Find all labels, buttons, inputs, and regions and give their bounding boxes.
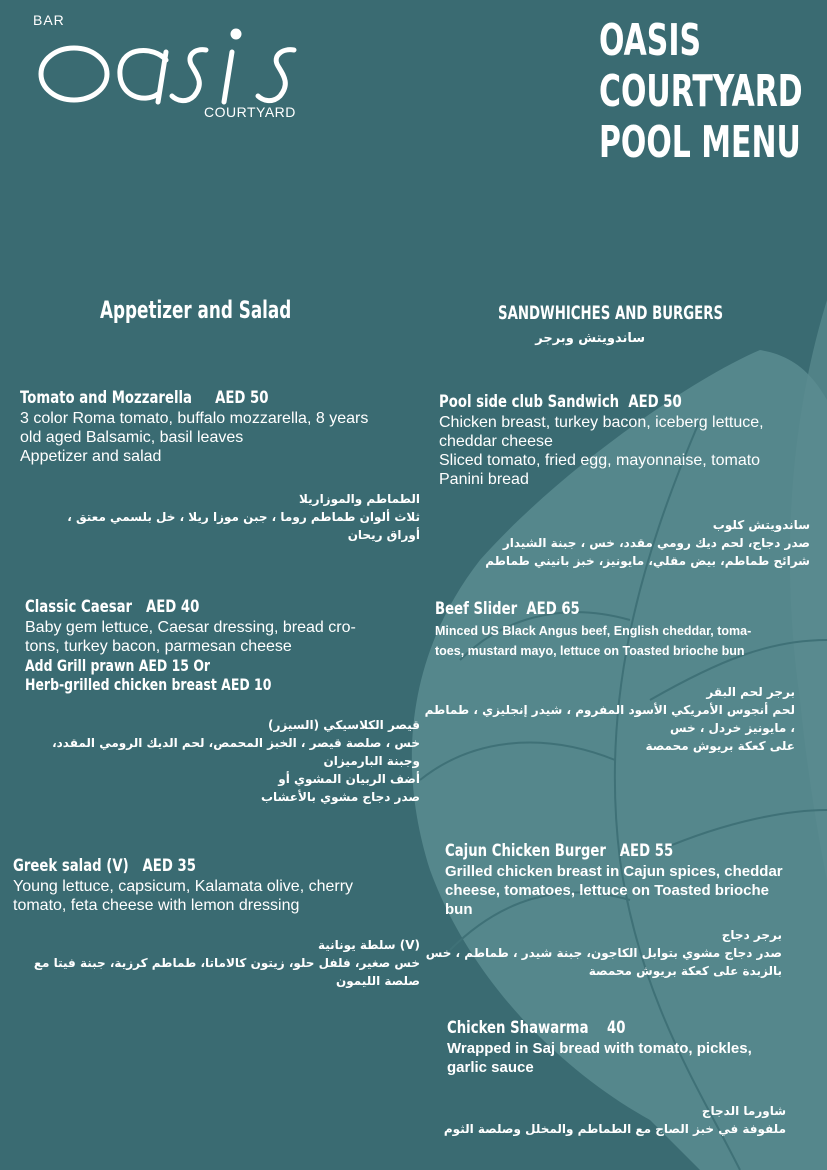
- item-arabic-greek-salad: [34, 936, 420, 990]
- logo-courtyard-text: COURTYARD: [204, 104, 296, 120]
- item-title: [445, 841, 708, 861]
- item-title: [435, 599, 682, 619]
- item-title: [447, 1018, 685, 1038]
- item-title: [13, 856, 278, 876]
- arabic-line: وجبنة البارميزان: [323, 754, 420, 768]
- desc-line: tons, turkey bacon, parmesan cheese: [25, 638, 292, 655]
- arabic-line: ملفوفة في خبز الصاج مع الطماطم والمخلل وصلصة الثوم: [443, 1122, 786, 1136]
- item-title: [439, 392, 692, 412]
- appetizer-heading: Appetizer and Salad: [100, 296, 292, 324]
- item-price: AED 35: [142, 856, 196, 876]
- item-arabic-tomato-mozzarella: [67, 490, 420, 544]
- item-price: AED 40: [145, 597, 200, 617]
- desc-line: 3 color Roma tomato, buffalo mozzarella, 8 years: [20, 410, 369, 427]
- oasis-logo: [34, 18, 304, 110]
- desc-line: cheddar cheese: [439, 433, 553, 450]
- item-description: [447, 1039, 752, 1077]
- item-name: Classic Caesar: [25, 597, 133, 617]
- arabic-line: لحم أنجوس الأمريكي الأسود المفروم ، شيدر إنجليزي ، طماطم: [424, 703, 795, 717]
- desc-line: Wrapped in Saj bread with tomato, pickles,: [447, 1040, 752, 1057]
- item-title: [20, 388, 292, 408]
- arabic-line: ساندويتش كلوب: [712, 518, 810, 532]
- title-line: COURTYARD: [599, 66, 803, 117]
- title-line: POOL MENU: [599, 117, 801, 168]
- item-description: [25, 618, 356, 656]
- arabic-line: الطماطم والموزاريلا: [299, 492, 420, 506]
- desc-line: tomato, feta cheese with lemon dressing: [13, 897, 300, 914]
- arabic-line: ، مايونيز خردل ، خس: [670, 721, 795, 735]
- item-description: [13, 877, 353, 915]
- menu-item-tomato-mozzarella: [20, 388, 368, 466]
- item-price: AED 55: [619, 841, 674, 861]
- desc-line: toes, mustard mayo, lettuce on Toasted brioche bun: [435, 644, 745, 658]
- sandwiches-heading: SANDWHICHES AND BURGERS: [498, 302, 724, 324]
- item-price: AED 50: [215, 388, 269, 408]
- menu-title: [599, 15, 827, 168]
- item-description: [435, 621, 751, 661]
- arabic-line: برجر دجاج: [721, 928, 782, 942]
- item-description: [445, 862, 783, 919]
- arabic-line: صلصة الليمون: [336, 974, 420, 988]
- arabic-line: (V) سلطة يونانية: [317, 938, 420, 952]
- desc-line: Chicken breast, turkey bacon, iceberg lettuce,: [439, 414, 764, 431]
- item-arabic-classic-caesar: [52, 716, 420, 806]
- item-name: Pool side club Sandwich: [439, 392, 620, 412]
- desc-line: old aged Balsamic, basil leaves: [20, 429, 244, 446]
- item-name: Greek salad (V): [13, 856, 129, 876]
- arabic-line: صدر دجاج، لحم ديك رومي مقدد، خس ، جبنة الشيدار: [502, 536, 810, 550]
- desc-line: garlic sauce: [447, 1059, 534, 1076]
- desc-line: cheese, tomatoes, lettuce on Toasted brioche: [445, 882, 769, 899]
- arabic-line: أضف الربيان المشوي أو: [278, 772, 420, 786]
- menu-item-cajun-burger: [445, 841, 783, 919]
- item-arabic-beef-slider: [425, 683, 795, 755]
- item-name: Cajun Chicken Burger: [445, 841, 606, 861]
- arabic-line: صدر دجاج مشوي بتوابل الكاجون، جبنة شيدر ، طماطم ، خس: [425, 946, 782, 960]
- item-description: [439, 413, 764, 489]
- item-arabic-club-sandwich: [485, 516, 810, 570]
- title-line: OASIS: [599, 15, 702, 66]
- arabic-line: صدر دجاج مشوي بالأعشاب: [260, 790, 420, 804]
- arabic-line: برجر لحم البقر: [706, 685, 795, 699]
- desc-line: Sliced tomato, fried egg, mayonnaise, tomato: [439, 452, 761, 469]
- desc-line: Minced US Black Angus beef, English cheddar, toma-: [435, 624, 752, 638]
- menu-item-beef-slider: [435, 599, 751, 661]
- item-name: Tomato and Mozzarella: [20, 388, 192, 408]
- item-price: AED 65: [526, 599, 580, 619]
- desc-line: Young lettuce, capsicum, Kalamata olive, cherry: [13, 878, 354, 895]
- menu-item-club-sandwich: [439, 392, 764, 489]
- arabic-line: أوراق ريحان: [347, 528, 420, 542]
- item-name: Beef Slider: [435, 599, 518, 619]
- desc-line: Appetizer and salad: [20, 448, 162, 465]
- item-price: 40: [607, 1018, 626, 1038]
- item-extra: Herb-grilled chicken breast AED 10: [25, 675, 272, 694]
- arabic-line: شرائح طماطم، بيض مقلي، مايونيز، خبز بانيني طماطم: [485, 554, 810, 568]
- menu-item-chicken-shawarma: [447, 1018, 752, 1077]
- arabic-line: على كعكة بريوش محمصة: [645, 739, 795, 753]
- arabic-line: قيصر الكلاسيكي (السيزر): [268, 718, 420, 732]
- menu-item-classic-caesar: [25, 597, 356, 694]
- item-price: AED 50: [628, 392, 682, 412]
- item-arabic-chicken-shawarma: [444, 1102, 786, 1138]
- arabic-line: خس ، صلصة قيصر ، الخبز المحمص، لحم الديك الرومي المقدد،: [52, 736, 420, 750]
- logo-bar-text: BAR: [33, 12, 65, 28]
- item-description: [20, 409, 368, 466]
- arabic-line: ثلاث ألوان طماطم روما ، جبن موزا ريلا ، خل بلسمي معتق ،: [67, 510, 420, 524]
- arabic-line: خس صغير، فلفل حلو، زيتون كالاماتا، طماطم كرزية، جبنة فيتا مع: [33, 956, 420, 970]
- item-name: Chicken Shawarma: [447, 1018, 589, 1038]
- desc-line: Grilled chicken breast in Cajun spices, cheddar: [445, 863, 783, 880]
- arabic-line: بالزبدة على كعكة بريوش محمصة: [588, 964, 782, 978]
- item-arabic-cajun-burger: [426, 926, 782, 980]
- arabic-line: شاورما الدجاج: [701, 1104, 786, 1118]
- menu-item-greek-salad: [13, 856, 353, 915]
- item-extra: Add Grill prawn AED 15 Or: [25, 656, 211, 675]
- desc-line: Baby gem lettuce, Caesar dressing, bread cro-: [25, 619, 356, 636]
- sandwiches-heading-arabic: ساندويتش وبرجر: [535, 331, 645, 346]
- desc-line: Panini bread: [439, 471, 529, 488]
- desc-line: bun: [445, 901, 473, 918]
- item-title: [25, 597, 283, 617]
